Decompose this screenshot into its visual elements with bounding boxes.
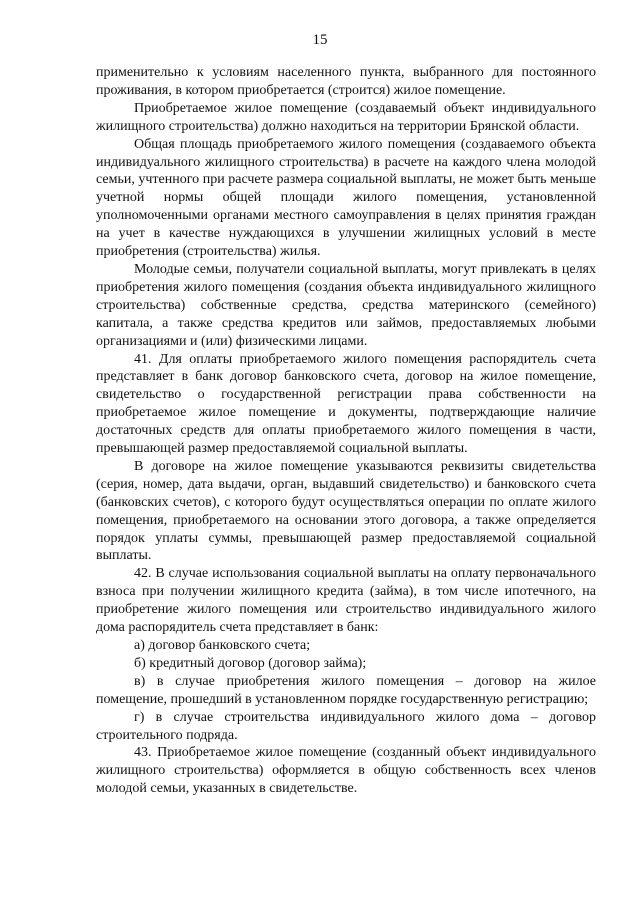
page-number: 15 bbox=[312, 32, 328, 48]
paragraph-area-norm: Общая площадь приобретаемого жилого помещения (создаваемого объекта индивидуального жилищного строительства) в расчете на каждого члена молодой семьи, учтенного при расчете размера социальной выплаты, не может быть меньше учетной нормы общей площади жилого помещения, установленной уполномоченными органами местного самоуправления в целях принятия граждан на учет в качестве нуждающихся в улучшении жилищных условий в месте приобретения (строительства) жилья. bbox=[96, 136, 596, 260]
paragraph-item-43: 43. Приобретаемое жилое помещение (созданный объект индивидуального жилищного строительства) оформляется в общую собственность всех членов молодой семьи, указанных в свидетельстве. bbox=[96, 745, 596, 797]
list-item-b: б) кредитный договор (договор займа); bbox=[134, 655, 367, 671]
paragraph-item-42: 42. В случае использования социальной выплаты на оплату первоначального взноса при получении жилищного кредита (займа), в том числе ипотечного, на приобретение жилого помещения или строительство индивидуального жилого дома распорядитель счета представляет в банк: bbox=[96, 566, 596, 636]
paragraph-continuation: применительно к условиям населенного пункта, выбранного для постоянного проживания, в котором приобретается (строится) жилое помещение. bbox=[96, 65, 596, 98]
document-body bbox=[96, 64, 596, 798]
paragraph-item-41: 41. Для оплаты приобретаемого жилого помещения распорядитель счета представляет в банк договор банковского счета, договор на жилое помещение, свидетельство о государственной регистрации права собственности на приобретаемое жилое помещение и документы, подтверждающие наличие достаточных средств для оплаты приобретаемого жилого помещения в части, превышающей размер предоставляемой социальной выплаты. bbox=[96, 351, 596, 457]
list-item-a: а) договор банковского счета; bbox=[134, 638, 311, 653]
paragraph-location-requirement: Приобретаемое жилое помещение (создаваемый объект индивидуального жилищного строительства) должно находиться на территории Брянской области. bbox=[96, 100, 596, 134]
list-item-v: в) в случае приобретения жилого помещения – договор на жилое помещение, прошедший в установленном порядке государственную регистрацию; bbox=[96, 673, 596, 707]
paragraph-contract-details: В договоре на жилое помещение указываются реквизиты свидетельства (серия, номер, дата выдачи, орган, выдавший свидетельство) и банковского счета (банковских счетов), с которого будут осуществляться операции по оплате жилого помещения, приобретаемого на основании этого договора, а также определяется порядок уплаты суммы, превышающей размер предоставляемой социальной выплаты. bbox=[96, 458, 596, 564]
paragraph-own-funds: Молодые семьи, получатели социальной выплаты, могут привлекать в целях приобретения жилого помещения (создания объекта индивидуального жилищного строительства) собственные средства, средства материнского (семейного) капитала, а также средства кредитов или займов, предоставляемых любыми организациями и (или) физическими лицами. bbox=[96, 261, 596, 349]
list-item-g: г) в случае строительства индивидуального жилого дома – договор строительного подряда. bbox=[96, 709, 596, 743]
